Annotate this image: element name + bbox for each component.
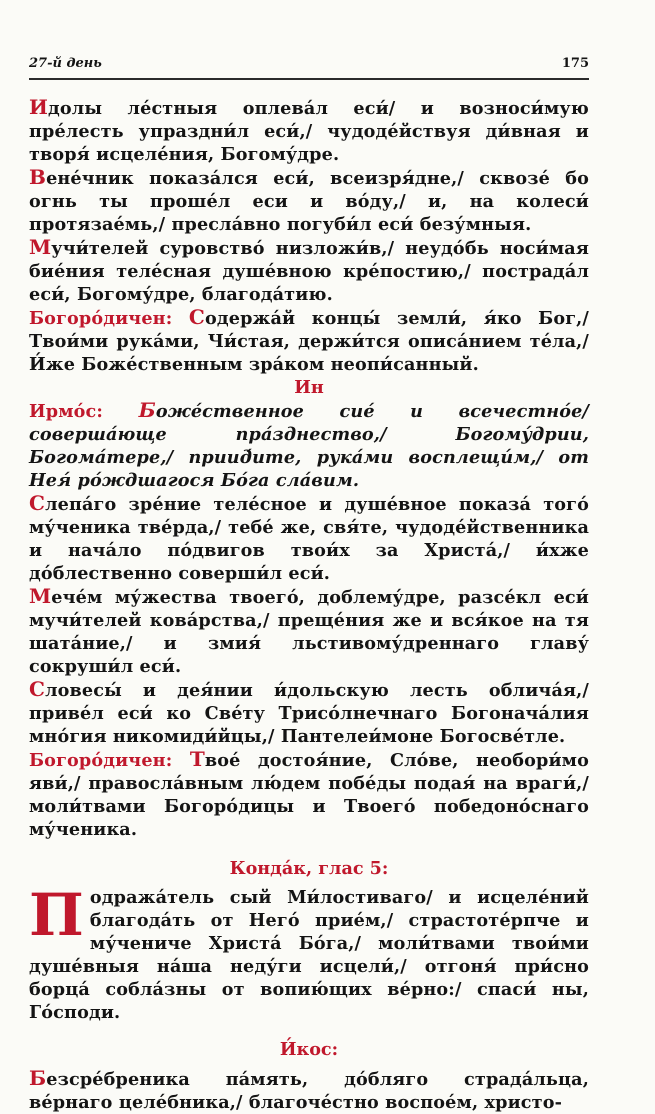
ikos-text [29, 1067, 589, 1114]
verse-text: ече́м му́жества твоего́, доблему́дре, разсе́кл еси́ мучи́телей кова́рства,/ преще́ния же и вся́кое на тя шата́ние,/ и змия́ льстивому́дреннаго главу́ сокруши́л еси́. [29, 587, 589, 677]
troparion-verse [29, 492, 589, 585]
running-title: 27-й день [29, 56, 102, 71]
initial-letter: М [29, 235, 52, 259]
verse-text: вое́ достоя́ние, Сло́ве, необори́мо яви́,/ правосла́вным лю́дем побе́ды подая́ на враги́,/ моли́твами Богоро́дицы и Твоего́ победоно́снаго му́ченика. [29, 750, 589, 840]
verse-text: одража́тель сый Ми́лостиваго/ и исцеле́ний благода́ть от Него́ прие́м,/ страстоте́рпче и му́чениче Христа́ Бо́га,/ моли́твами твои́ми душе́вныя на́ша неду́ги исцели́,/ отгоня́ при́сно борца́ собла́зны от вопию́щих ве́рно:/ спаси́ ны, Го́споди. [29, 887, 589, 1023]
bogorodichen-label: Богоро́дичен: [29, 308, 173, 329]
bogorodichen-label: Богоро́дичен: [29, 750, 173, 771]
bogorodichen-verse [29, 748, 589, 841]
kondak-text [29, 881, 589, 1024]
verse-text: лепа́го зре́ние теле́сное и душе́вное показа́ того́ му́ченика тве́рда,/ тебе́ же, свя́те, чудоде́йственника и нача́ло по́двигов твои́х за Христа́,/ и́хже до́блественно соверши́л еси́. [29, 494, 589, 584]
text-body [29, 96, 589, 1114]
initial-letter: Б [138, 398, 156, 422]
page-number: 175 [561, 56, 589, 71]
initial-letter: Т [189, 747, 205, 771]
troparion-verse [29, 585, 589, 678]
verse-text: долы ле́стныя оплева́л еси́/ и возноси́мую пре́лесть упраздни́л еси́,/ чудоде́йствуя ди́вная и творя́ исцеле́ния, Богому́дре. [29, 98, 589, 165]
verse-text: оже́ственное сие́ и всечестно́е/ соверша́юще пра́зднество,/ Богому́дрии, Богома́тере,/ приид́ите, рука́ми восплещи́м,/ от Нея́ ро́ждшагося Бо́га сла́вим. [29, 401, 589, 491]
bogorodichen-verse [29, 306, 589, 376]
drop-cap: П [29, 881, 84, 949]
irmos-verse [29, 399, 589, 492]
initial-letter: С [29, 491, 46, 515]
initial-letter: С [188, 305, 205, 329]
irmos-label: Ирмо́с: [29, 401, 104, 422]
initial-letter: С [29, 677, 46, 701]
initial-letter: И [29, 95, 49, 119]
verse-text: ловесы́ и дея́нии и́дольскую лесть облича́я,/ приве́л еси́ ко Све́ту Трисо́лнечнаго Богонача́лия мно́гия никомиди́йцы,/ Пантелеи́моне Богосве́тле. [29, 680, 589, 747]
initial-letter: Б [29, 1066, 47, 1090]
troparion-verse [29, 166, 589, 236]
running-header [29, 52, 589, 80]
verse-text: ене́чник показа́лся еси́, всеизря́дне,/ сквозе́ бо огнь ты проше́л еси и во́ду,/ и, на колеси́ протязае́мь,/ пресла́вно погуби́л еси́ безу́мныя. [29, 168, 589, 235]
troparion-verse [29, 236, 589, 306]
verse-text: одержа́й концы́ земли́, я́ко Бог,/ Твои́ми рука́ми, Чи́стая, держи́тся описа́нием те́ла,/ И́же Боже́ственным зра́ком неопи́санный. [29, 308, 589, 375]
verse-text: учи́телей суровство́ низложи́в,/ неудо́бь носи́мая бие́ния теле́сная душе́вною кре́постию,/ пострада́л еси́, Богому́дре, благода́тию. [29, 238, 589, 305]
section-heading-in: Ин [294, 377, 324, 398]
troparion-verse [29, 678, 589, 748]
initial-letter: В [29, 165, 47, 189]
initial-letter: М [29, 584, 52, 608]
verse-text: езсре́бреника па́мять, до́бляго страда́льца, ве́рнаго целе́бника,/ благоче́стно воспое́м, христо- [29, 1069, 589, 1113]
kondak-heading: Конда́к, глас 5: [229, 858, 389, 879]
troparion-verse [29, 96, 589, 166]
ikos-heading: И́кос: [279, 1039, 339, 1060]
